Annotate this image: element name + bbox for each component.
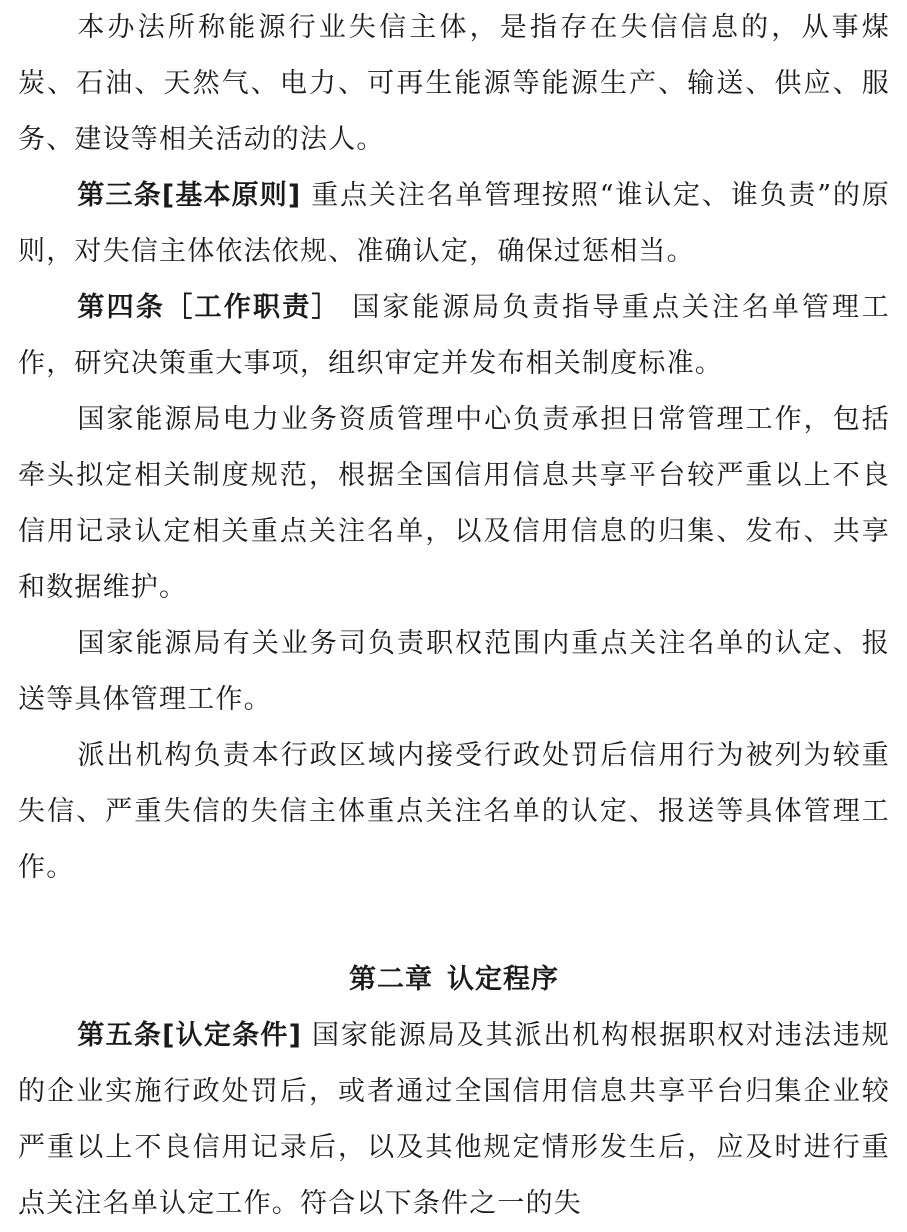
article-3-heading: 第三条[基本原则] [77, 180, 301, 211]
article-4 [18, 280, 890, 392]
paragraph-qualification-center: 国家能源局电力业务资质管理中心负责承担日常管理工作，包括牵头拟定相关制度规范，根据全国信用信息共享平台较严重以上不良信用记录认定相关重点关注名单，以及信用信息的归集、发布、共享和数据维护。 [18, 404, 890, 603]
chapter-heading [18, 952, 890, 1008]
chapter-number: 第二章 [349, 964, 433, 995]
chapter-title: 认定程序 [447, 964, 559, 995]
article-4-body: 国家能源局负责指导重点关注名单管理工作，研究决策重大事项，组织审定并发布相关制度标准。 [18, 292, 890, 379]
paragraph-definition: 本办法所称能源行业失信主体，是指存在失信信息的，从事煤炭、石油、天然气、电力、可再生能源等能源生产、输送、供应、服务、建设等相关活动的法人。 [18, 12, 890, 155]
document-page [18, 0, 890, 1232]
article-3 [18, 168, 890, 280]
article-4-heading: 第四条［工作职责］ [77, 292, 341, 323]
paragraph-dispatched-agencies: 派出机构负责本行政区域内接受行政处罚后信用行为被列为较重失信、严重失信的失信主体重点关注名单的认定、报送等具体管理工作。 [18, 740, 890, 883]
article-5-body: 国家能源局及其派出机构根据职权对违法违规的企业实施行政处罚后，或者通过全国信用信息共享平台归集企业较严重以上不良信用记录后，以及其他规定情形发生后，应及时进行重点关注名单认定工作。符合以下条件之一的失 [18, 1020, 890, 1219]
article-5 [18, 1008, 890, 1232]
article-5-heading: 第五条[认定条件] [77, 1020, 302, 1051]
article-3-body: 重点关注名单管理按照“谁认定、谁负责”的原则，对失信主体依法依规、准确认定，确保过惩相当。 [18, 180, 890, 267]
paragraph-business-departments: 国家能源局有关业务司负责职权范围内重点关注名单的认定、报送等具体管理工作。 [18, 628, 890, 715]
